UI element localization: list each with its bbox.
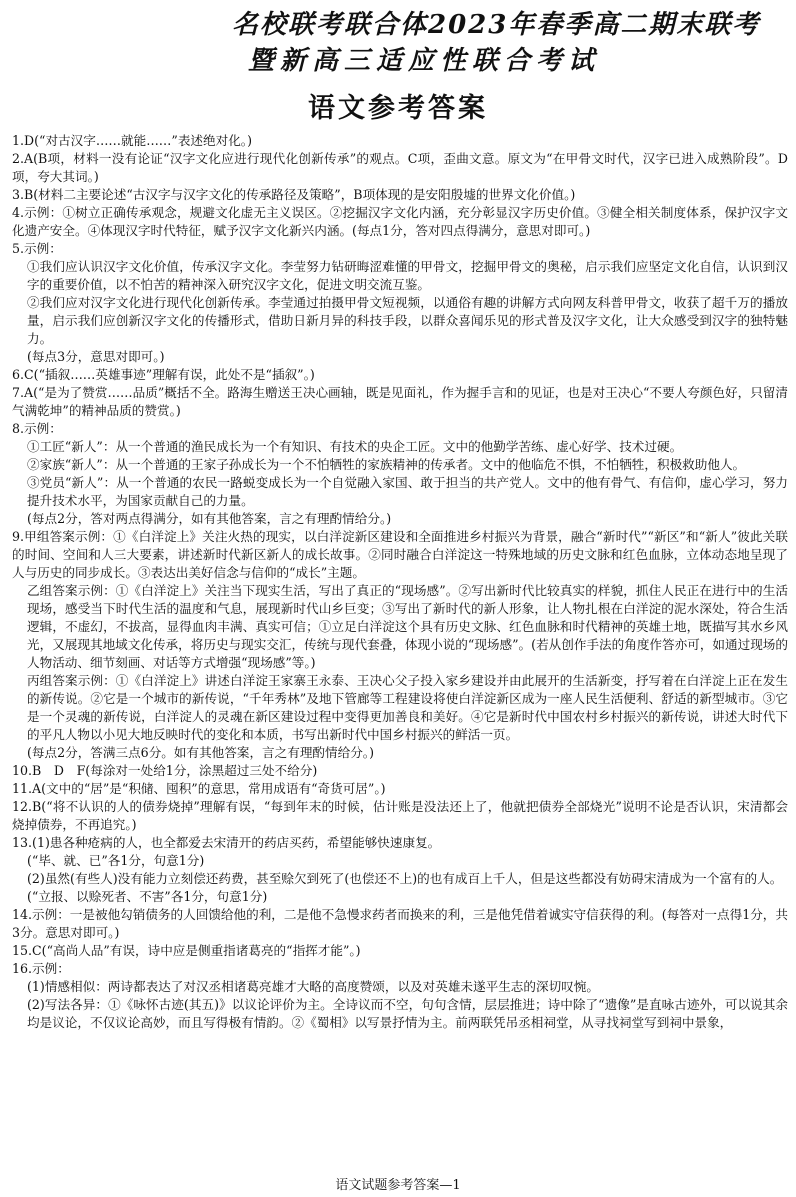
answer-line: 1.D(“对古汉字……就能……”表述绝对化。) — [12, 133, 253, 148]
page-footer: 语文试题参考答案—1 — [335, 1178, 461, 1193]
answer-line: 丙组答案示例：①《白洋淀上》讲述白洋淀王家寨王永泰、王决心父子投入家乡建设并由此展开的生活新变，抒写着在白洋淀上正在发生的新传说。②它是一个城市的新传说，“千年秀林”及地下管廊等工程建设将使白洋淀新区成为一座人民生活便利、舒适的新型城市。③它是一个灵魂的新传说，白洋淀人的灵魂在新区建设过程中变得更加善良和美好。④它是新时代中国农村乡村振兴的新传说，讲述大时代下的平凡人物以小见大地反映时代的变化和本质，书写出新时代中国乡村振兴的鲜活一页。 — [27, 673, 788, 742]
answer-line: 15.C(“高尚人品”有误，诗中应是侧重指诸葛亮的“指挥才能”。) — [12, 943, 361, 958]
answer-line: 14.示例：一是被他勾销债务的人回馈给他的利，二是他不急慢求药者而换来的利，三是他凭借着诚实守信获得的利。(每答对一点得1分，共3分。意思对即可。) — [12, 907, 788, 940]
answer-line: 5.示例： — [12, 241, 62, 256]
answer-line: (2)写法各异：①《咏怀古迹(其五)》以议论评价为主。全诗议而不空，句句含情，层层推进；诗中除了“遗像”是直咏古迹外，可以说其余均是议论，不仅议论高妙，而且写得极有情韵。②《蜀相》以写景抒情为主。前两联凭吊丞相祠堂，从寻找祠堂写到祠中景象， — [27, 997, 788, 1030]
answer-line: 6.C(“插叙……英雄事迹”理解有误，此处不是“插叙”。) — [12, 367, 315, 382]
answer-line: (每点2分，答满三点6分。如有其他答案，言之有理酌情给分。) — [27, 745, 374, 760]
answer-line: 8.示例： — [12, 421, 62, 436]
answer-line: (1)情感相似：两诗都表达了对汉丞相诸葛亮雄才大略的高度赞颂，以及对英雄未遂平生志的深切叹惋。 — [27, 979, 599, 994]
answer-line: ①工匠“新人”：从一个普通的渔民成长为一个有知识、有技术的央企工匠。文中的他勤学苦练、虚心好学、技术过硬。 — [27, 439, 683, 454]
answer-line: 10.B D F(每涂对一处给1分，涂黑超过三处不给分) — [12, 763, 318, 778]
answer-line: 3.B(材料二主要论述“古汉字与汉字文化的传承路径及策略”，B项体现的是安阳殷墟的世界文化价值。) — [12, 187, 576, 202]
answer-line: (每点2分，答对两点得满分，如有其他答案，言之有理酌情给分。) — [27, 511, 392, 526]
answer-line: 11.A(文中的“居”是“积储、囤积”的意思，常用成语有“奇货可居”。) — [12, 781, 386, 796]
answer-line: (每点3分，意思对即可。) — [27, 349, 165, 364]
answer-line: 7.A(“是为了赞赏……品质”概括不全。路海生赠送王决心画轴，既是见面礼，作为握手言和的见证，也是对王决心“不要人夸颜色好，只留清气满乾坤”的精神品质的赞赏。) — [12, 385, 788, 418]
answer-line: 16.示例： — [12, 961, 70, 976]
answer-line: ②我们应对汉字文化进行现代化创新传承。李莹通过拍摄甲骨文短视频，以通俗有趣的讲解方式向网友科普甲骨文，收获了超千万的播放量，启示我们应创新汉字文化的传播形式，借助日新月异的科技手段，以群众喜闻乐见的形式普及汉字文化，让大众感受到汉字的独特魅力。 — [27, 295, 788, 346]
answer-line: ②家族“新人”：从一个普通的王家子孙成长为一个不怕牺牲的家族精神的传承者。文中的他临危不惧，不怕牺牲，积极救助他人。 — [27, 457, 746, 472]
answer-line: 9.甲组答案示例：①《白洋淀上》关注火热的现实，以白洋淀新区建设和全面推进乡村振兴为背景，融合“新时代”“新区”和“新人”彼此关联的时间、空间和人三大要素，讲述新时代新区新人的成长故事。②同时融合白洋淀这一特殊地域的历史文脉和红色血脉，立体动态地呈现了人与历史的同步成长。③表达出美好信念与信仰的“成长”主题。 — [12, 529, 788, 580]
answer-line: (2)虽然(有些人)没有能力立刻偿还药费，甚至赊欠到死了(也偿还不上)的也有成百上千人，但是这些都没有妨碍宋清成为一个富有的人。 — [27, 871, 783, 886]
answer-line: 13.(1)患各种疮病的人，也全都爱去宋清开的药店买药，希望能够快速康复。 — [12, 835, 441, 850]
answer-line: 12.B(“将不认识的人的债券烧掉”理解有误，“每到年末的时候，估计账是没法还上了，他就把债券全部烧光”说明不论是否认识，宋清都会烧掉债券，不再追究。) — [12, 799, 788, 832]
answer-line: 2.A(B项，材料一没有论证“汉字文化应进行现代化创新传承”的观点。C项，歪曲文意。原文为“在甲骨文时代，汉字已进入成熟阶段”。D项，夸大其词。) — [12, 151, 788, 184]
exam-subtitle: 暨新高三适应性联合考试 — [248, 46, 601, 76]
answer-body — [12, 132, 788, 1032]
answer-line: 乙组答案示例：①《白洋淀上》关注当下现实生活，写出了真正的“现场感”。②写出新时代比较真实的样貌，抓住人民正在进行中的生活现场，感受当下时代生活的温度和气息，展现新时代山乡巨变；③写出了新时代的新人形象，让人物扎根在白洋淀的泥水深处，符合生活逻辑，不虚幻，不拔高，显得血肉丰满、真实可信；①立足白洋淀这个具有历史文脉、红色血脉和时代精神的英雄土地，既描写其水乡风光，又展现其地域文化传承，将历史与现实交汇，传统与现代套叠，体现小说的“现场感”。(若从创作手法的角度作答亦可，如通过现场的人物活动、细节刻画、对话等方式增强“现场感”等。) — [27, 583, 788, 670]
document-title: 语文参考答案 — [308, 93, 488, 124]
exam-title: 名校联考联合体2023年春季高二期末联考 — [232, 10, 761, 40]
answer-line: (“立报、以赊死者、不害”各1分，句意1分) — [27, 889, 268, 904]
answer-line: (“毕、就、已”各1分，句意1分) — [27, 853, 205, 868]
answer-line: ③党员“新人”：从一个普通的农民一路蜕变成长为一个自觉融入家国、敢于担当的共产党人。文中的他有骨气、有信仰，虚心学习，努力提升技术水平，为国家贡献自己的力量。 — [27, 475, 788, 508]
answer-line: 4.示例：①树立正确传承观念，规避文化虚无主义误区。②挖掘汉字文化内涵，充分彰显汉字历史价值。③健全相关制度体系，保护汉字文化遗产安全。④体现汉字时代特征，赋予汉字文化新兴内涵。(每点1分，答对四点得满分，意思对即可。) — [12, 205, 788, 238]
answer-line: ①我们应认识汉字文化价值，传承汉字文化。李莹努力钻研晦涩难懂的甲骨文，挖掘甲骨文的奥秘，启示我们应坚定文化自信，认识到汉字的重要价值，以不怕苦的精神深入研究汉字文化，促进文明交流互鉴。 — [27, 259, 788, 292]
